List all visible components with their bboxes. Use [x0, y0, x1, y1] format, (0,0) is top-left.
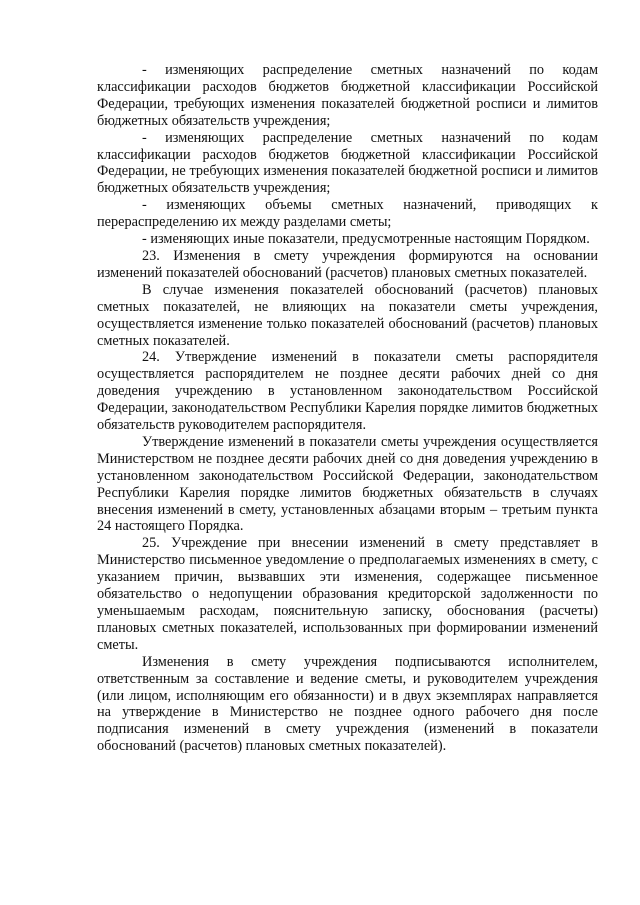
- paragraph-3: - изменяющих объемы сметных назначений, приводящих к перераспределению их между разделами сметы;: [97, 197, 598, 231]
- document-body: [97, 62, 598, 755]
- paragraph-2: - изменяющих распределение сметных назначений по кодам классификации расходов бюджетов бюджетной классификации Российской Федерации, не требующих изменения показателей бюджетной росписи и лимитов бюджетных обязательств учреждения;: [97, 129, 598, 197]
- paragraph-1: - изменяющих распределение сметных назначений по кодам классификации расходов бюджетов бюджетной классификации Российской Федерации, требующих изменения показателей бюджетной росписи и лимитов бюджетных обязательств учреждения;: [97, 62, 598, 129]
- paragraph-7: 24. Утверждение изменений в показатели сметы распорядителя осуществляется распорядителем не позднее десяти рабочих дней со дня доведения учреждению в установленном законодательством Российской Федерации, законодательством Республики Карелия порядке лимитов бюджетных обязательств руководителем распорядителя.: [97, 349, 598, 434]
- paragraph-10: Изменения в смету учреждения подписываются исполнителем, ответственным за составление и ведение сметы, и руководителем учреждения (или лицом, исполняющим его обязанности) и в двух экземплярах направляется на утверждение в Министерство не позднее одного рабочего дня после подписания изменений в смету учреждения (изменений в показатели обоснований (расчетов) плановых сметных показателей).: [97, 653, 598, 755]
- paragraph-6: В случае изменения показателей обоснований (расчетов) плановых сметных показателей, не влияющих на показатели сметы учреждения, осуществляется изменение только показателей обоснований (расчетов) плановых сметных показателей.: [97, 281, 598, 349]
- paragraph-5: 23. Изменения в смету учреждения формируются на основании изменений показателей обоснований (расчетов) плановых сметных показателей.: [97, 247, 598, 281]
- paragraph-9: 25. Учреждение при внесении изменений в смету представляет в Министерство письменное уведомление о предполагаемых изменениях в смету, с указанием причин, вызвавших эти изменения, содержащее письменное обязательство о недопущении образования кредиторской задолженности по уменьшаемым расходам, пояснительную записку, обоснования (расчеты) плановых сметных показателей, использованных при формировании изменений сметы.: [97, 535, 598, 653]
- paragraph-8: Утверждение изменений в показатели сметы учреждения осуществляется Министерством не позднее десяти рабочих дней со дня доведения учреждению в установленном законодательством Российской Федерации, законодательством Республики Карелия порядке лимитов бюджетных обязательств в случаях внесения изменений в смету, установленных абзацами вторым – третьим пункта 24 настоящего Порядка.: [97, 433, 598, 535]
- paragraph-4: - изменяющих иные показатели, предусмотренные настоящим Порядком.: [142, 231, 590, 248]
